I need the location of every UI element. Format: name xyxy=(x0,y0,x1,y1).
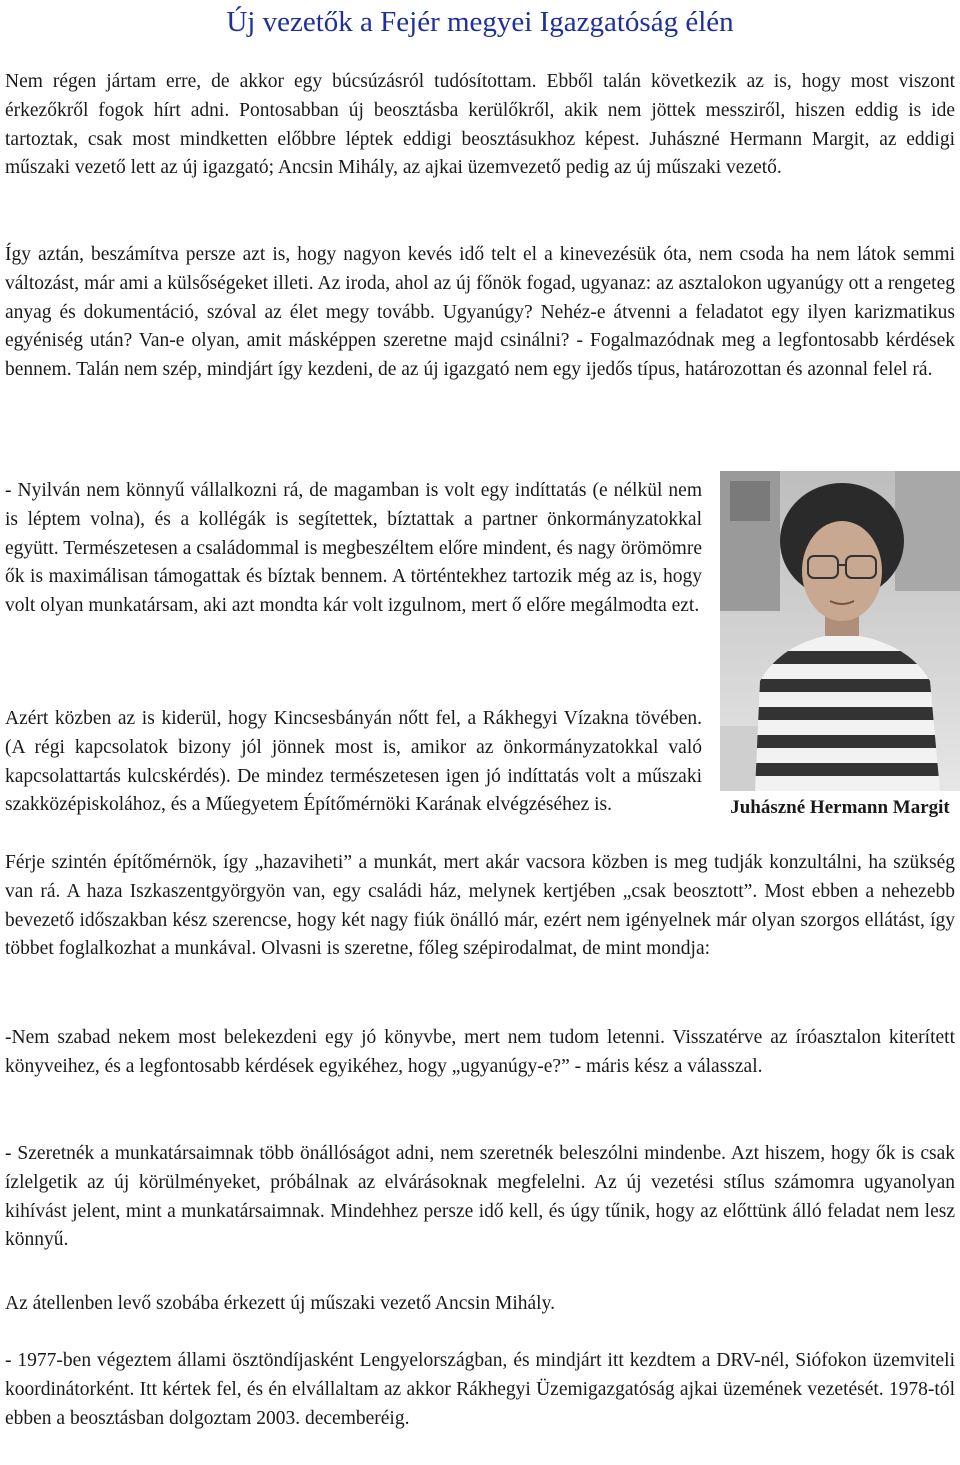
body-paragraph-4: Azért közben az is kiderül, hogy Kincsesbányán nőtt fel, a Rákhegyi Vízakna tövében. (A régi kapcsolatok bizony jól jönnek most is, amikor az önkormányzatokkal való kapcsolattartás kulcskérdés). De mindez természetesen igen jó indíttatás volt a műszaki szakközépiskolához, és a Műegyetem Építőmérnöki Karának elvégzéséhez is. xyxy=(5,708,702,816)
body-paragraph-5: Férje szintén építőmérnök, így „hazaviheti” a munkát, mert akár vacsora közben is meg tudják konzultálni, ha szükség van rá. A haza Iszkaszentgyörgyön van, egy családi ház, melynek kertjében „csak beosztott”. Most ebben a nehezebb bevezető időszakban kész szerencse, hogy két nagy fiúk önálló már, ezért nem igényelnek már olyan szorgos ellátást, így többet foglalkozhat a munkával. Olvasni is szeretne, főleg szépirodalmat, de mint mondja: xyxy=(5,852,955,960)
body-paragraph-7: - Szeretnék a munkatársaimnak több önállóságot adni, nem szeretnék beleszólni mindenbe. Azt hiszem, hogy ők is csak ízlelgetik az új körülményeket, próbálnak az elvárásoknak megfelelni. Az új vezetési stílus számomra ugyanolyan kihívást jelent, mint a munkatársaimnak. Mindehhez persze idő kell, és úgy tűnik, hogy az előttünk álló feladat nem lesz könnyű. xyxy=(5,1143,955,1251)
body-paragraph-9: - 1977-ben végeztem állami ösztöndíjasként Lengyelországban, és mindjárt itt kezdtem a DRV-nél, Siófokon üzemviteli koordinátorként. Itt kértek fel, és én elvállaltam az akkor Rákhegyi Üzemigazgatóság ajkai üzemének vezetését. 1978-tól ebben a beosztásban dolgoztam 2003. decemberéig. xyxy=(5,1350,955,1429)
photo-caption: Juhászné Hermann Margit xyxy=(730,797,950,818)
body-paragraph-2: Így aztán, beszámítva persze azt is, hogy nagyon kevés idő telt el a kinevezésük óta, nem csoda ha nem látok semmi változást, már ami a külsőségeket illeti. Az iroda, ahol az új főnök fogad, ugyanaz: az asztalokon ugyanúgy ott a rengeteg anyag és dokumentáció, szóval az élet megy tovább. Ugyanúgy? Nehéz-e átvenni a feladatot egy ilyen karizmatikus egyéniség után? Van-e olyan, amit másképpen szeretne majd csinálni? - Fogalmazódnak meg a legfontosabb kérdések bennem. Talán nem szép, mindjárt így kezdeni, de az új igazgató nem egy ijedős típus, határozottan és azonnal felel rá. xyxy=(5,244,955,381)
body-paragraph-6: -Nem szabad nekem most belekezdeni egy jó könyvbe, mert nem tudom letenni. Visszatérve az íróasztalon kiterített könyveihez, és a legfontosabb kérdések egyikéhez, hogy „ugyanúgy-e?” - máris kész a válasszal. xyxy=(5,1027,955,1077)
intro-paragraph: Nem régen jártam erre, de akkor egy búcsúzásról tudósítottam. Ebből talán következik az is, hogy most viszont érkezőkről fogok hírt adni. Pontosabban új beosztásba kerülőkről, akik nem jöttek messziről, hiszen eddig is ide tartoztak, csak most mindketten előbbre léptek eddigi beosztásukhoz képest. Juhászné Hermann Margit, az eddigi műszaki vezető lett az új igazgató; Ancsin Mihály, az ajkai üzemvezető pedig az új műszaki vezető. xyxy=(5,71,955,179)
body-paragraph-3: - Nyilván nem könnyű vállalkozni rá, de magamban is volt egy indíttatás (e nélkül nem is léptem volna), és a kollégák is segítettek, bíztattak a partner önkormányzatokkal együtt. Természetesen a családommal is megbeszéltem előre mindent, és nagy örömömre ők is maximálisan támogattak és bíztak bennem. A történtekhez tartozik még az is, hogy volt olyan munkatársam, aki azt mondta kár volt izgulnom, mert ő előre megálmodta ezt. xyxy=(5,480,702,617)
page-title: Új vezetők a Fejér megyei Igazgatóság élén xyxy=(226,6,734,38)
body-paragraph-8: Az átellenben levő szobába érkezett új műszaki vezető Ancsin Mihály. xyxy=(5,1293,555,1314)
portrait-photo xyxy=(720,471,960,791)
